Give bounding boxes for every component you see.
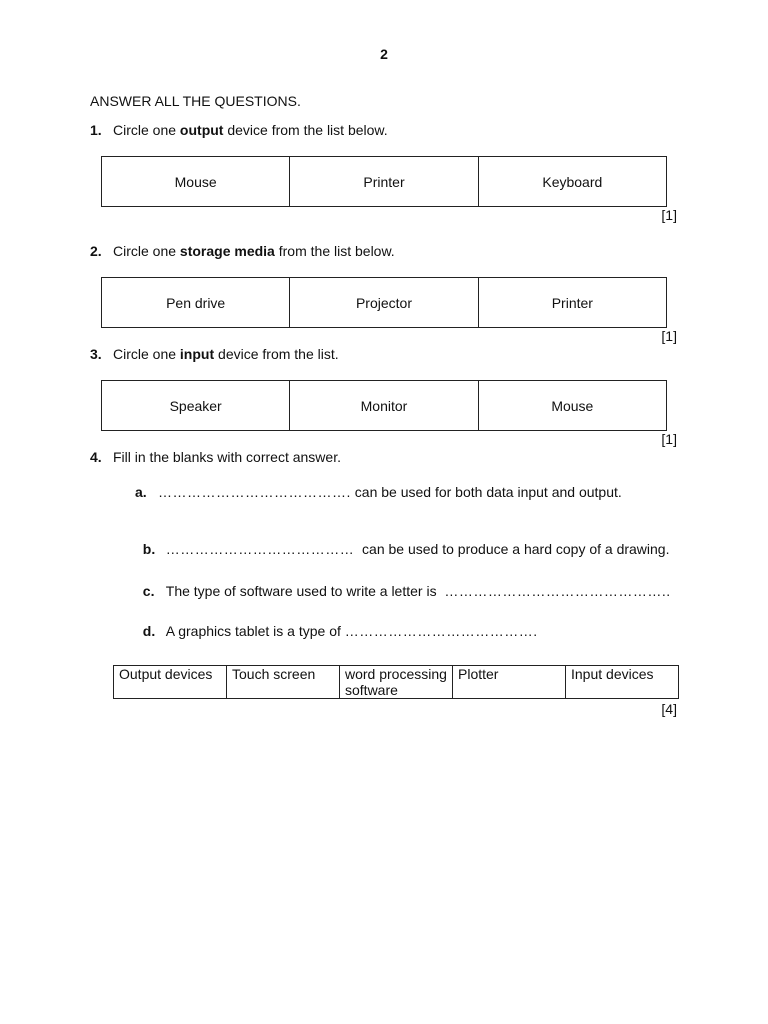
question-number: 1. <box>90 122 102 138</box>
question-number: 2. <box>90 243 102 259</box>
question-2 <box>90 243 395 259</box>
question-text-before: Circle one <box>113 346 180 362</box>
question-text-before: Circle one <box>113 243 180 259</box>
option-cell[interactable]: Printer <box>290 157 478 207</box>
question-text-after: device from the list below. <box>223 122 388 138</box>
fill-blank-c <box>135 567 671 599</box>
answer-blank[interactable]: …………………………………. <box>344 623 538 639</box>
question-2-options <box>101 277 667 328</box>
instruction: ANSWER ALL THE QUESTIONS. <box>90 93 301 109</box>
question-text-before: Circle one <box>113 122 180 138</box>
question-number: 3. <box>90 346 102 362</box>
question-keyword: output <box>179 122 224 138</box>
word-bank-cell: Input devices <box>566 666 679 699</box>
word-bank-cell: Touch screen <box>227 666 340 699</box>
marks-label: [1] <box>661 431 677 447</box>
item-letter: b. <box>142 541 156 557</box>
question-1 <box>90 122 388 138</box>
option-cell[interactable]: Monitor <box>290 381 478 431</box>
answer-blank[interactable]: ……………………………………….. <box>444 583 671 599</box>
question-text-after: device from the list. <box>214 346 339 362</box>
option-cell[interactable]: Speaker <box>102 381 290 431</box>
word-bank-cell: Plotter <box>453 666 566 699</box>
fill-blank-d <box>135 607 538 639</box>
item-text-after: can be used for both data input and output. <box>350 484 622 500</box>
word-bank-cell: word processing software <box>340 666 453 699</box>
option-cell[interactable]: Keyboard <box>478 157 666 207</box>
question-keyword: input <box>179 346 215 362</box>
word-bank-table <box>113 665 679 699</box>
marks-label: [1] <box>661 207 677 223</box>
question-text: Fill in the blanks with correct answer. <box>113 449 341 465</box>
marks-label: [1] <box>661 328 677 344</box>
option-cell[interactable]: Pen drive <box>102 278 290 328</box>
option-cell[interactable]: Mouse <box>478 381 666 431</box>
question-3-options <box>101 380 667 431</box>
item-text-before: A graphics tablet is a type of <box>165 623 345 639</box>
item-letter: a. <box>135 484 147 500</box>
answer-blank[interactable]: …………………………………. <box>158 484 351 500</box>
question-keyword: storage media <box>179 243 275 259</box>
item-text-after: can be used to produce a hard copy of a drawing. <box>354 541 670 557</box>
answer-blank[interactable]: ………………………………… <box>165 541 355 557</box>
question-text-after: from the list below. <box>274 243 395 259</box>
item-text-before: The type of software used to write a letter is <box>165 583 445 599</box>
question-1-options <box>101 156 667 207</box>
marks-label: [4] <box>661 701 677 717</box>
item-letter: c. <box>142 583 155 599</box>
question-3 <box>90 346 339 362</box>
word-bank-cell: Output devices <box>114 666 227 699</box>
fill-blank-a <box>135 484 622 500</box>
option-cell[interactable]: Projector <box>290 278 478 328</box>
fill-blank-b <box>135 525 670 557</box>
option-cell[interactable]: Mouse <box>102 157 290 207</box>
question-4 <box>90 449 341 465</box>
page-number: 2 <box>380 46 388 62</box>
option-cell[interactable]: Printer <box>478 278 666 328</box>
item-letter: d. <box>142 623 156 639</box>
question-number: 4. <box>90 449 102 465</box>
